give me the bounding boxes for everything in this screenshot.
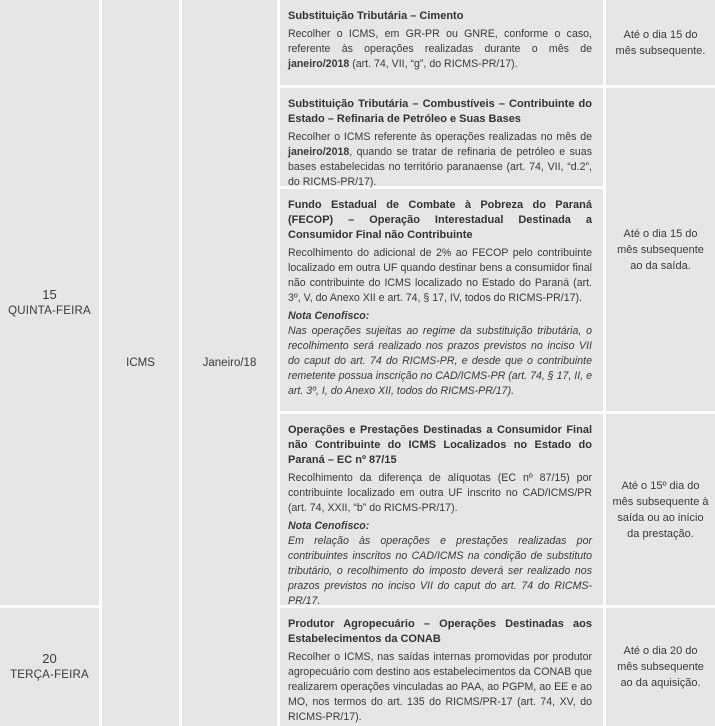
obligation-description [280,414,603,605]
day-number: 20 [42,651,57,666]
day-number: 15 [42,286,57,302]
day-cell-15 [0,0,99,605]
obligation-description [280,608,603,726]
tax-name: ICMS [126,357,155,369]
obligation-description [280,189,603,411]
weekday: QUINTA-FEIRA [8,304,91,317]
note-label: Nota Cenofisco: [288,520,370,532]
obligation-text: Recolher o ICMS, nas saídas internas promovidas por produtor agropecuário com destino aos estabelecimentos da CONAB que realizarem operações vinculadas ao PAA, ao PGPM, ao EE e ao MO, nos termos do art. 135 do RICMS/PR-17 (art. 74, XV, do RICMS-PR/17). [288,651,592,723]
weekday: TERÇA-FEIRA [10,669,89,681]
obligation-title: Substituição Tributária – Combustíveis – Contribuinte do Estado – Refinaria de Petróleo e Suas Bases [288,98,592,125]
period-cell [182,0,277,726]
obligation-title: Substituição Tributária – Cimento [288,10,464,22]
obligation-text: Recolhimento do adicional de 2% ao FECOP pelo contribuinte localizado em outra UF quando destinar bens a consumidor final não contribuinte do ICMS localizado no Estado do Paraná (art. 3º, V, do Anexo XII e art. 74, § 17, IV, todos do RICMS-PR/17). [288,247,592,304]
deadline-text: Até o dia 20 do mês subsequente ao da aquisição. [617,645,704,689]
obligation-description [280,0,603,85]
deadline-cell [606,0,715,85]
tax-cell [102,0,179,726]
deadline-cell [606,88,715,411]
day-cell-20 [0,608,99,726]
deadline-text: Até o dia 15 do mês subsequente. [615,28,706,57]
obligation-title: Operações e Prestações Destinadas a Consumidor Final não Contribuinte do ICMS Localizados no Estado do Paraná – EC nº 87/15 [288,424,592,466]
obligation-title: Produtor Agropecuário – Operações Destinadas aos Estabelecimentos da CONAB [288,618,592,645]
note-label: Nota Cenofisco: [288,310,370,322]
note-text: Nas operações sujeitas ao regime da substituição tributária, o recolhimento será realizado nos prazos previstos no inciso VII do caput do art. 74 do RICMS-PR, e desde que o contribuinte remetente possua inscrição no CAD/ICMS-PR (art. 74, § 17, II, e art. 3º, I, do Anexo XII, todos do RICMS-PR/17). [288,325,592,397]
deadline-text: Até o 15º dia do mês subsequente à saída ou ao início da prestação. [612,479,709,540]
obligation-title: Fundo Estadual de Combate à Pobreza do Paraná (FECOP) – Operação Interestadual Destinada a Consumidor Final não Contribuinte [288,199,592,241]
deadline-cell [606,608,715,726]
note-text: Em relação às operações e prestações realizadas por contribuintes inscritos no CAD/ICMS na condição de substituto tributário, o recolhimento do imposto deverá ser realizado nos prazos previstos no inciso VII do caput do art. 74 do RICMS-PR/17. [288,535,592,607]
obligation-text: Recolher o ICMS referente às operações realizadas no mês de janeiro/2018, quando se tratar de refinaria de petróleo e suas bases estabelecidas no território paranaense (art. 74, VII, “d.2”, do RICMS-PR/17). [288,131,592,188]
obligation-description [280,88,603,186]
deadline-cell [606,414,715,605]
obligation-text: Recolhimento da diferença de alíquotas (EC nº 87/15) por contribuinte localizado em outra UF inscrito no CAD/ICMS/PR (art. 74, XXII, “b” do RICMS-PR/17). [288,472,592,514]
deadline-text: Até o dia 15 do mês subsequente ao da saída. [617,227,704,272]
obligation-text: Recolher o ICMS, em GR-PR ou GNRE, conforme o caso, referente às operações realizadas durante o mês de janeiro/2018 (art. 74, VII, “g”, do RICMS-PR/17). [288,28,592,70]
period-label: Janeiro/18 [202,357,257,369]
